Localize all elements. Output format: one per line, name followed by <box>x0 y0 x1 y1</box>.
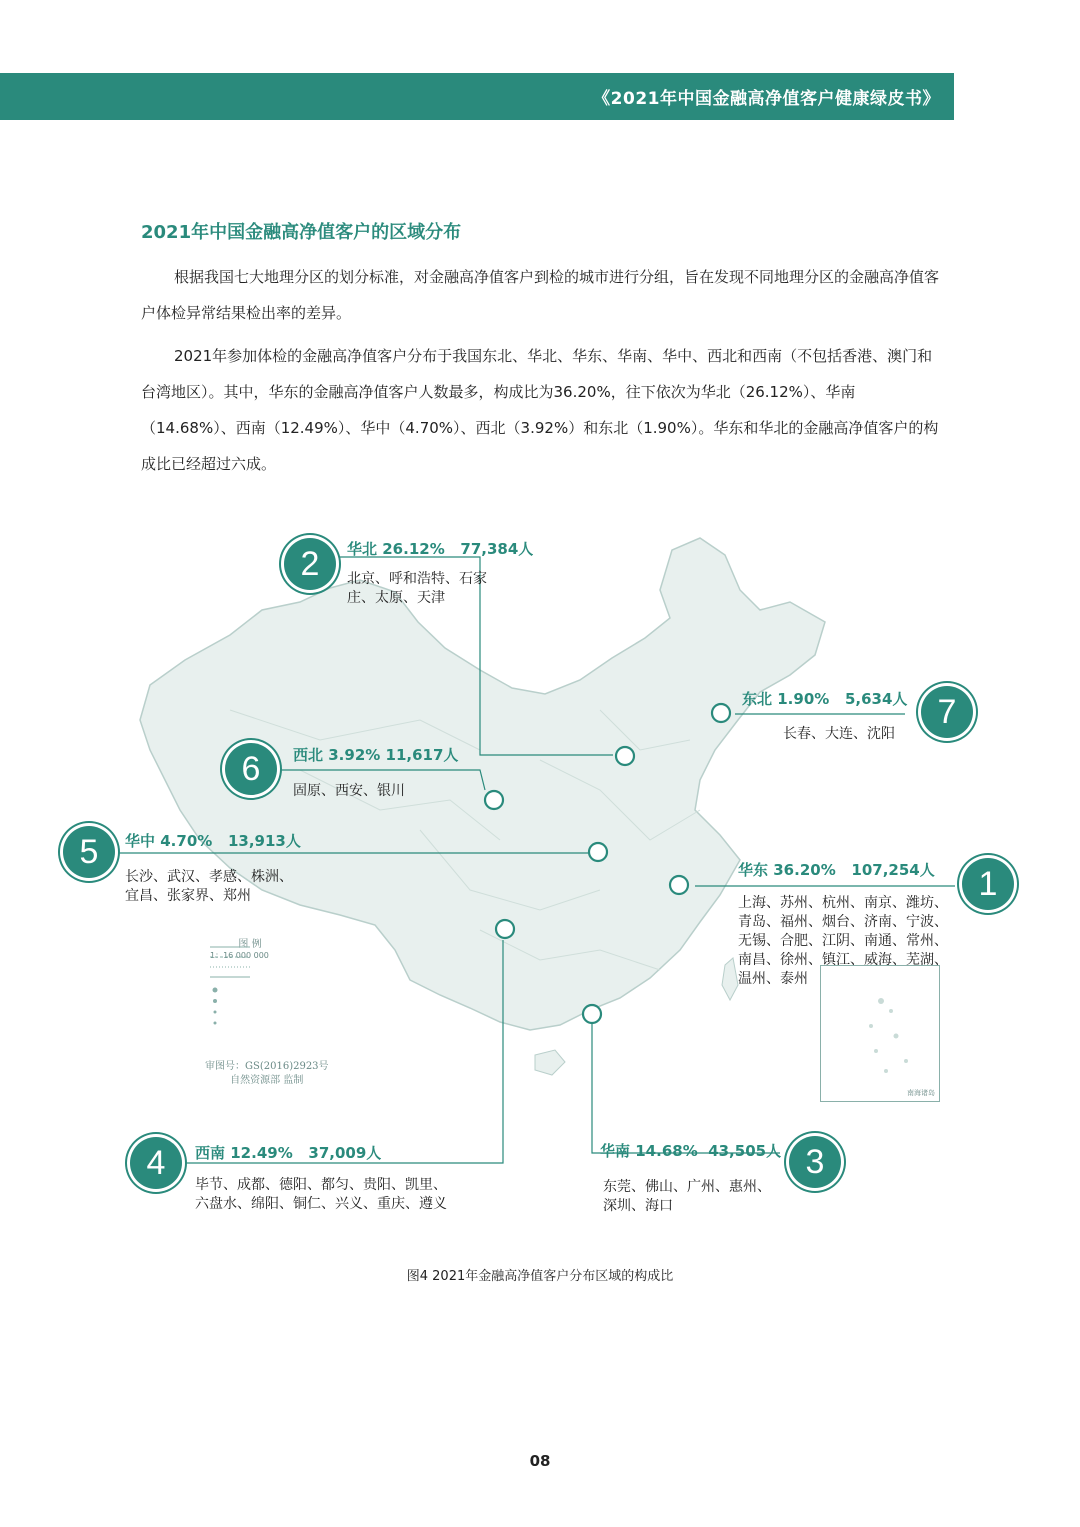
region-count: 107,254人 <box>851 861 935 879</box>
marker-huabei <box>616 747 634 765</box>
region-count: 43,505人 <box>708 1142 782 1160</box>
region-heading-xibei <box>293 744 458 765</box>
marker-xibei <box>485 791 503 809</box>
region-percent: 4.70% <box>160 832 213 850</box>
region-cities-xinan: 毕节、成都、德阳、都匀、贵阳、凯里、六盘水、绵阳、铜仁、兴义、重庆、遵义 <box>195 1177 447 1212</box>
region-map <box>0 510 1080 1230</box>
marker-xinan <box>496 920 514 938</box>
region-badge-1: 1 <box>962 858 1014 910</box>
region-heading-huazhong <box>125 830 301 851</box>
paragraph-1: 根据我国七大地理分区的划分标准，对金融高净值客户到检的城市进行分组，旨在发现不同地理分区的金融高净值客户体检异常结果检出率的差异。 <box>141 268 940 322</box>
region-badge-4: 4 <box>130 1137 182 1189</box>
region-heading-huanan <box>600 1140 781 1161</box>
region-cities-huadong: 上海、苏州、杭州、南京、潍坊、青岛、福州、烟台、济南、宁波、无锡、合肥、江阴、南通、常州、南昌、徐州、镇江、威海、芜湖、温州、泰州 <box>738 895 948 987</box>
region-badge-6: 6 <box>225 743 277 795</box>
region-count: 11,617人 <box>385 746 459 764</box>
map-approval <box>205 1060 329 1088</box>
region-heading-xinan <box>195 1142 381 1163</box>
region-badge-5: 5 <box>63 826 115 878</box>
region-count: 5,634人 <box>844 690 908 708</box>
south-china-sea-inset <box>820 965 940 1102</box>
region-name: 华东 <box>738 861 769 879</box>
region-cities-huazhong: 长沙、武汉、孝感、株洲、宜昌、张家界、郑州 <box>125 869 293 904</box>
marker-huazhong <box>589 843 607 861</box>
approval-authority: 自然资源部 监制 <box>230 1075 304 1086</box>
header-bar <box>0 73 954 120</box>
approval-number: 审图号：GS(2016)2923号 <box>205 1061 329 1072</box>
legend-title: 图 例 <box>238 939 262 950</box>
region-cities-dongbei: 长春、大连、沈阳 <box>783 726 895 742</box>
marker-huanan <box>583 1005 601 1023</box>
region-percent: 1.90% <box>777 690 830 708</box>
region-heading-huadong <box>738 859 935 880</box>
region-count: 37,009人 <box>308 1144 382 1162</box>
inset-label: 南海诸岛 <box>907 1089 935 1097</box>
region-name: 东北 <box>742 690 773 708</box>
region-name: 华北 <box>347 540 378 558</box>
header-title: 《2021年中国金融高净值客户健康绿皮书》 <box>593 89 940 109</box>
region-cities-xibei: 固原、西安、银川 <box>293 783 405 799</box>
region-cities-huabei: 北京、呼和浩特、石家庄、太原、天津 <box>347 571 487 606</box>
region-heading-dongbei <box>742 688 907 709</box>
region-count: 13,913人 <box>227 832 301 850</box>
legend-symbols <box>200 935 310 1030</box>
region-badge-3: 3 <box>789 1136 841 1188</box>
region-percent: 36.20% <box>773 861 836 879</box>
region-name: 西北 <box>293 746 324 764</box>
legend-scale: 1：16 000 000 <box>210 951 269 960</box>
region-badge-2: 2 <box>284 538 336 590</box>
region-name: 华中 <box>125 832 156 850</box>
paragraph-2: 2021年参加体检的金融高净值客户分布于我国东北、华北、华东、华南、华中、西北和西南（不包括香港、澳门和台湾地区）。其中，华东的金融高净值客户人数最多，构成比为36.20%，往下依次为华北（26.12%）、华南（14.68%）、西南（12.49%）、华中（4.70%）、西北（3.92%）和东北（1.90%）。华东和华北的金融高净值客户的构成比已经超过六成。 <box>141 347 939 473</box>
marker-huadong <box>670 876 688 894</box>
section-title: 2021年中国金融高净值客户的区域分布 <box>141 222 462 243</box>
inset-islands <box>821 966 939 1101</box>
region-percent: 12.49% <box>230 1144 293 1162</box>
figure-caption: 图4 2021年金融高净值客户分布区域的构成比 <box>406 1269 674 1284</box>
region-count: 77,384人 <box>460 540 534 558</box>
region-name: 西南 <box>195 1144 226 1162</box>
region-heading-huabei <box>347 538 533 559</box>
taiwan-island <box>722 958 738 1000</box>
hainan-island <box>535 1050 565 1075</box>
region-percent: 14.68% <box>635 1142 698 1160</box>
region-percent: 3.92% <box>328 746 381 764</box>
marker-dongbei <box>712 704 730 722</box>
region-badge-7: 7 <box>921 686 973 738</box>
region-cities-huanan: 东莞、佛山、广州、惠州、深圳、海口 <box>603 1179 771 1214</box>
region-name: 华南 <box>600 1142 631 1160</box>
page-number: 08 <box>529 1452 551 1470</box>
region-percent: 26.12% <box>382 540 445 558</box>
